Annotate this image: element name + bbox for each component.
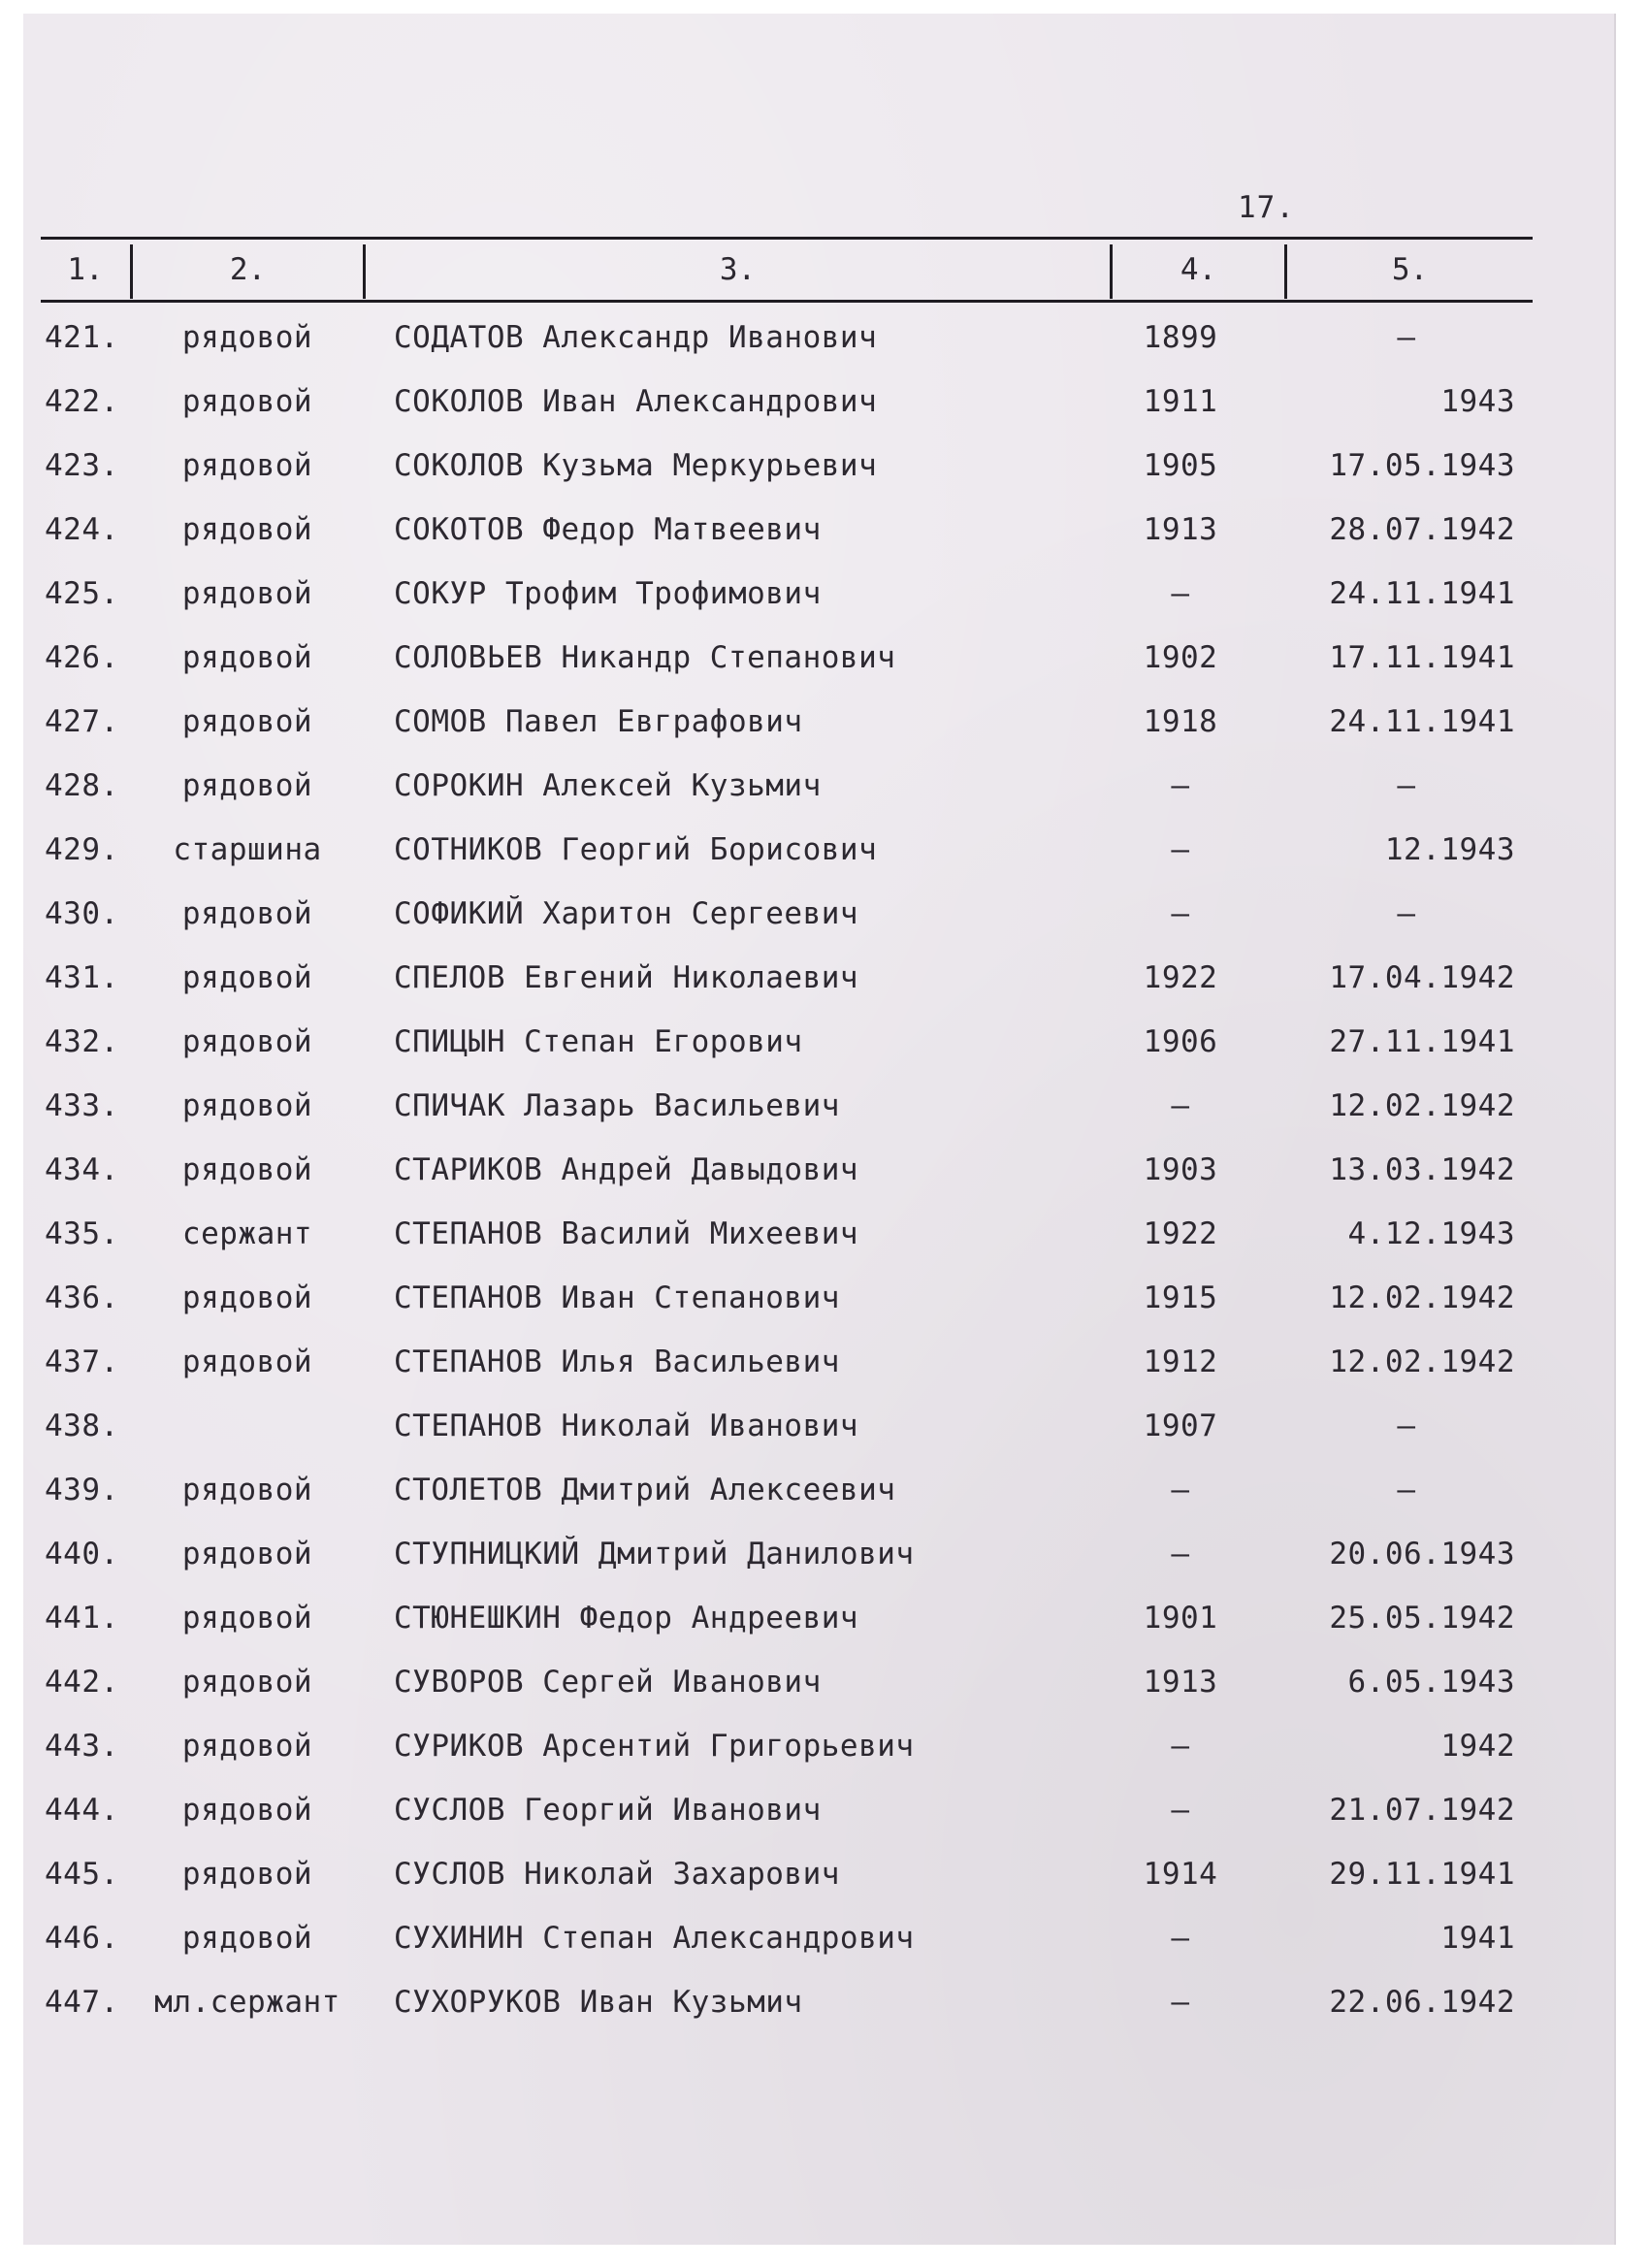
- military-rank: рядовой: [181, 1921, 313, 1956]
- military-rank: сержант: [181, 1216, 313, 1251]
- military-rank: рядовой: [181, 1280, 313, 1315]
- death-date: 27.11.1941: [1329, 1024, 1515, 1059]
- military-rank: рядовой: [181, 1729, 313, 1764]
- death-date: 12.1943: [1384, 832, 1515, 867]
- death-date: –: [1397, 768, 1416, 803]
- death-date: 4.12.1943: [1347, 1216, 1515, 1251]
- person-name: СУРИКОВ Арсентий Григорьевич: [394, 1729, 915, 1764]
- table-top-rule: [41, 237, 1533, 240]
- military-rank: старшина: [173, 832, 322, 867]
- person-name: СОКОЛОВ Иван Александрович: [394, 384, 878, 419]
- military-rank: рядовой: [181, 704, 313, 739]
- person-name: СПИЧАК Лазарь Васильевич: [394, 1088, 840, 1123]
- birth-year: –: [1171, 1537, 1190, 1571]
- column-header-4: 4.: [1180, 252, 1217, 287]
- military-rank: рядовой: [181, 640, 313, 675]
- row-number: 421.: [45, 320, 119, 355]
- birth-year: 1911: [1143, 384, 1218, 419]
- birth-year: 1912: [1143, 1345, 1218, 1379]
- death-date: 24.11.1941: [1329, 704, 1515, 739]
- row-number: 422.: [45, 384, 119, 419]
- row-number: 437.: [45, 1345, 119, 1379]
- row-number: 432.: [45, 1024, 119, 1059]
- column-header-5: 5.: [1391, 252, 1429, 287]
- column-header-1: 1.: [67, 252, 104, 287]
- table-row: [0, 1469, 1649, 1533]
- person-name: СУВОРОВ Сергей Иванович: [394, 1665, 822, 1700]
- death-date: 13.03.1942: [1329, 1152, 1515, 1187]
- table-row: [0, 572, 1649, 636]
- military-rank: рядовой: [181, 1793, 313, 1828]
- row-number: 431.: [45, 960, 119, 995]
- death-date: 24.11.1941: [1329, 576, 1515, 611]
- table-row: [0, 508, 1649, 572]
- row-number: 436.: [45, 1280, 119, 1315]
- row-number: 430.: [45, 896, 119, 931]
- birth-year: –: [1171, 1985, 1190, 2020]
- row-number: 423.: [45, 448, 119, 483]
- table-row: [0, 700, 1649, 764]
- birth-year: 1922: [1143, 960, 1218, 995]
- birth-year: 1899: [1143, 320, 1218, 355]
- birth-year: –: [1171, 1729, 1190, 1764]
- military-rank: рядовой: [181, 576, 313, 611]
- table-body: [0, 316, 1649, 2045]
- birth-year: 1906: [1143, 1024, 1218, 1059]
- military-rank: рядовой: [181, 1088, 313, 1123]
- military-rank: рядовой: [181, 1024, 313, 1059]
- death-date: 21.07.1942: [1329, 1793, 1515, 1828]
- military-rank: рядовой: [181, 1152, 313, 1187]
- table-row: [0, 1725, 1649, 1789]
- death-date: 17.05.1943: [1329, 448, 1515, 483]
- table-row: [0, 1981, 1649, 2045]
- death-date: –: [1397, 1409, 1416, 1443]
- person-name: СУСЛОВ Георгий Иванович: [394, 1793, 822, 1828]
- birth-year: 1903: [1143, 1152, 1218, 1187]
- table-row: [0, 1789, 1649, 1853]
- person-name: СУСЛОВ Николай Захарович: [394, 1857, 840, 1892]
- table-row: [0, 1277, 1649, 1341]
- death-date: 1943: [1440, 384, 1515, 419]
- birth-year: –: [1171, 1088, 1190, 1123]
- birth-year: –: [1171, 576, 1190, 611]
- row-number: 425.: [45, 576, 119, 611]
- person-name: СТОЛЕТОВ Дмитрий Алексеевич: [394, 1473, 896, 1507]
- row-number: 428.: [45, 768, 119, 803]
- table-row: [0, 380, 1649, 444]
- birth-year: –: [1171, 896, 1190, 931]
- military-rank: рядовой: [181, 1601, 313, 1636]
- military-rank: рядовой: [181, 1345, 313, 1379]
- birth-year: 1907: [1143, 1409, 1218, 1443]
- table-row: [0, 956, 1649, 1021]
- death-date: 29.11.1941: [1329, 1857, 1515, 1892]
- military-rank: рядовой: [181, 512, 313, 547]
- table-row: [0, 764, 1649, 828]
- person-name: СТУПНИЦКИЙ Дмитрий Данилович: [394, 1537, 915, 1571]
- row-number: 442.: [45, 1665, 119, 1700]
- row-number: 447.: [45, 1985, 119, 2020]
- birth-year: 1914: [1143, 1857, 1218, 1892]
- row-number: 439.: [45, 1473, 119, 1507]
- death-date: 12.02.1942: [1329, 1280, 1515, 1315]
- row-number: 435.: [45, 1216, 119, 1251]
- death-date: 1942: [1440, 1729, 1515, 1764]
- table-row: [0, 828, 1649, 892]
- row-number: 440.: [45, 1537, 119, 1571]
- death-date: 22.06.1942: [1329, 1985, 1515, 2020]
- person-name: СОКОТОВ Федор Матвеевич: [394, 512, 822, 547]
- military-rank: рядовой: [181, 384, 313, 419]
- table-row: [0, 1853, 1649, 1917]
- birth-year: 1913: [1143, 1665, 1218, 1700]
- military-rank: рядовой: [181, 448, 313, 483]
- table-row: [0, 636, 1649, 700]
- military-rank: рядовой: [181, 1857, 313, 1892]
- death-date: 6.05.1943: [1347, 1665, 1515, 1700]
- page-number: 17.: [1238, 190, 1295, 225]
- person-name: СОКОЛОВ Кузьма Меркурьевич: [394, 448, 878, 483]
- table-row: [0, 1597, 1649, 1661]
- person-name: СТЮНЕШКИН Федор Андреевич: [394, 1601, 859, 1636]
- row-number: 433.: [45, 1088, 119, 1123]
- table-row: [0, 444, 1649, 508]
- death-date: 28.07.1942: [1329, 512, 1515, 547]
- table-row: [0, 892, 1649, 956]
- person-name: СТЕПАНОВ Николай Иванович: [394, 1409, 859, 1443]
- person-name: СОТНИКОВ Георгий Борисович: [394, 832, 878, 867]
- row-number: 438.: [45, 1409, 119, 1443]
- birth-year: 1915: [1143, 1280, 1218, 1315]
- military-rank: рядовой: [181, 320, 313, 355]
- death-date: 12.02.1942: [1329, 1088, 1515, 1123]
- table-row: [0, 1149, 1649, 1213]
- birth-year: –: [1171, 832, 1190, 867]
- death-date: –: [1397, 1473, 1416, 1507]
- person-name: СПИЦЫН Степан Егорович: [394, 1024, 803, 1059]
- person-name: СОФИКИЙ Харитон Сергеевич: [394, 896, 859, 931]
- military-rank: рядовой: [181, 1665, 313, 1700]
- person-name: СТЕПАНОВ Илья Васильевич: [394, 1345, 840, 1379]
- military-rank: рядовой: [181, 896, 313, 931]
- person-name: СУХОРУКОВ Иван Кузьмич: [394, 1985, 803, 2020]
- row-number: 445.: [45, 1857, 119, 1892]
- person-name: СТЕПАНОВ Иван Степанович: [394, 1280, 840, 1315]
- table-row: [0, 1021, 1649, 1085]
- birth-year: 1913: [1143, 512, 1218, 547]
- military-rank: мл.сержант: [154, 1985, 340, 2020]
- birth-year: –: [1171, 1921, 1190, 1956]
- death-date: 12.02.1942: [1329, 1345, 1515, 1379]
- row-number: 444.: [45, 1793, 119, 1828]
- table-row: [0, 1533, 1649, 1597]
- person-name: СТЕПАНОВ Василий Михеевич: [394, 1216, 859, 1251]
- row-number: 429.: [45, 832, 119, 867]
- table-row: [0, 1341, 1649, 1405]
- row-number: 424.: [45, 512, 119, 547]
- birth-year: 1901: [1143, 1601, 1218, 1636]
- table-row: [0, 1405, 1649, 1469]
- person-name: СОРОКИН Алексей Кузьмич: [394, 768, 822, 803]
- person-name: СУХИНИН Степан Александрович: [394, 1921, 915, 1956]
- military-rank: рядовой: [181, 768, 313, 803]
- row-number: 446.: [45, 1921, 119, 1956]
- birth-year: –: [1171, 1793, 1190, 1828]
- birth-year: 1902: [1143, 640, 1218, 675]
- person-name: СОМОВ Павел Евграфович: [394, 704, 803, 739]
- column-header-3: 3.: [719, 252, 757, 287]
- death-date: 1941: [1440, 1921, 1515, 1956]
- row-number: 426.: [45, 640, 119, 675]
- birth-year: 1918: [1143, 704, 1218, 739]
- birth-year: –: [1171, 768, 1190, 803]
- death-date: 17.04.1942: [1329, 960, 1515, 995]
- table-row: [0, 316, 1649, 380]
- table-row: [0, 1085, 1649, 1149]
- person-name: СОКУР Трофим Трофимович: [394, 576, 822, 611]
- military-rank: рядовой: [181, 960, 313, 995]
- table-row: [0, 1661, 1649, 1725]
- military-rank: рядовой: [181, 1473, 313, 1507]
- birth-year: 1905: [1143, 448, 1218, 483]
- row-number: 434.: [45, 1152, 119, 1187]
- death-date: 25.05.1942: [1329, 1601, 1515, 1636]
- row-number: 441.: [45, 1601, 119, 1636]
- person-name: СПЕЛОВ Евгений Николаевич: [394, 960, 859, 995]
- birth-year: –: [1171, 1473, 1190, 1507]
- death-date: –: [1397, 320, 1416, 355]
- table-row: [0, 1213, 1649, 1277]
- person-name: СОЛОВЬЕВ Никандр Степанович: [394, 640, 896, 675]
- row-number: 427.: [45, 704, 119, 739]
- person-name: СОДАТОВ Александр Иванович: [394, 320, 878, 355]
- death-date: 20.06.1943: [1329, 1537, 1515, 1571]
- death-date: –: [1397, 896, 1416, 931]
- column-header-2: 2.: [229, 252, 267, 287]
- table-header-rule: [41, 300, 1533, 303]
- table-row: [0, 1917, 1649, 1981]
- military-rank: рядовой: [181, 1537, 313, 1571]
- death-date: 17.11.1941: [1329, 640, 1515, 675]
- row-number: 443.: [45, 1729, 119, 1764]
- birth-year: 1922: [1143, 1216, 1218, 1251]
- person-name: СТАРИКОВ Андрей Давыдович: [394, 1152, 859, 1187]
